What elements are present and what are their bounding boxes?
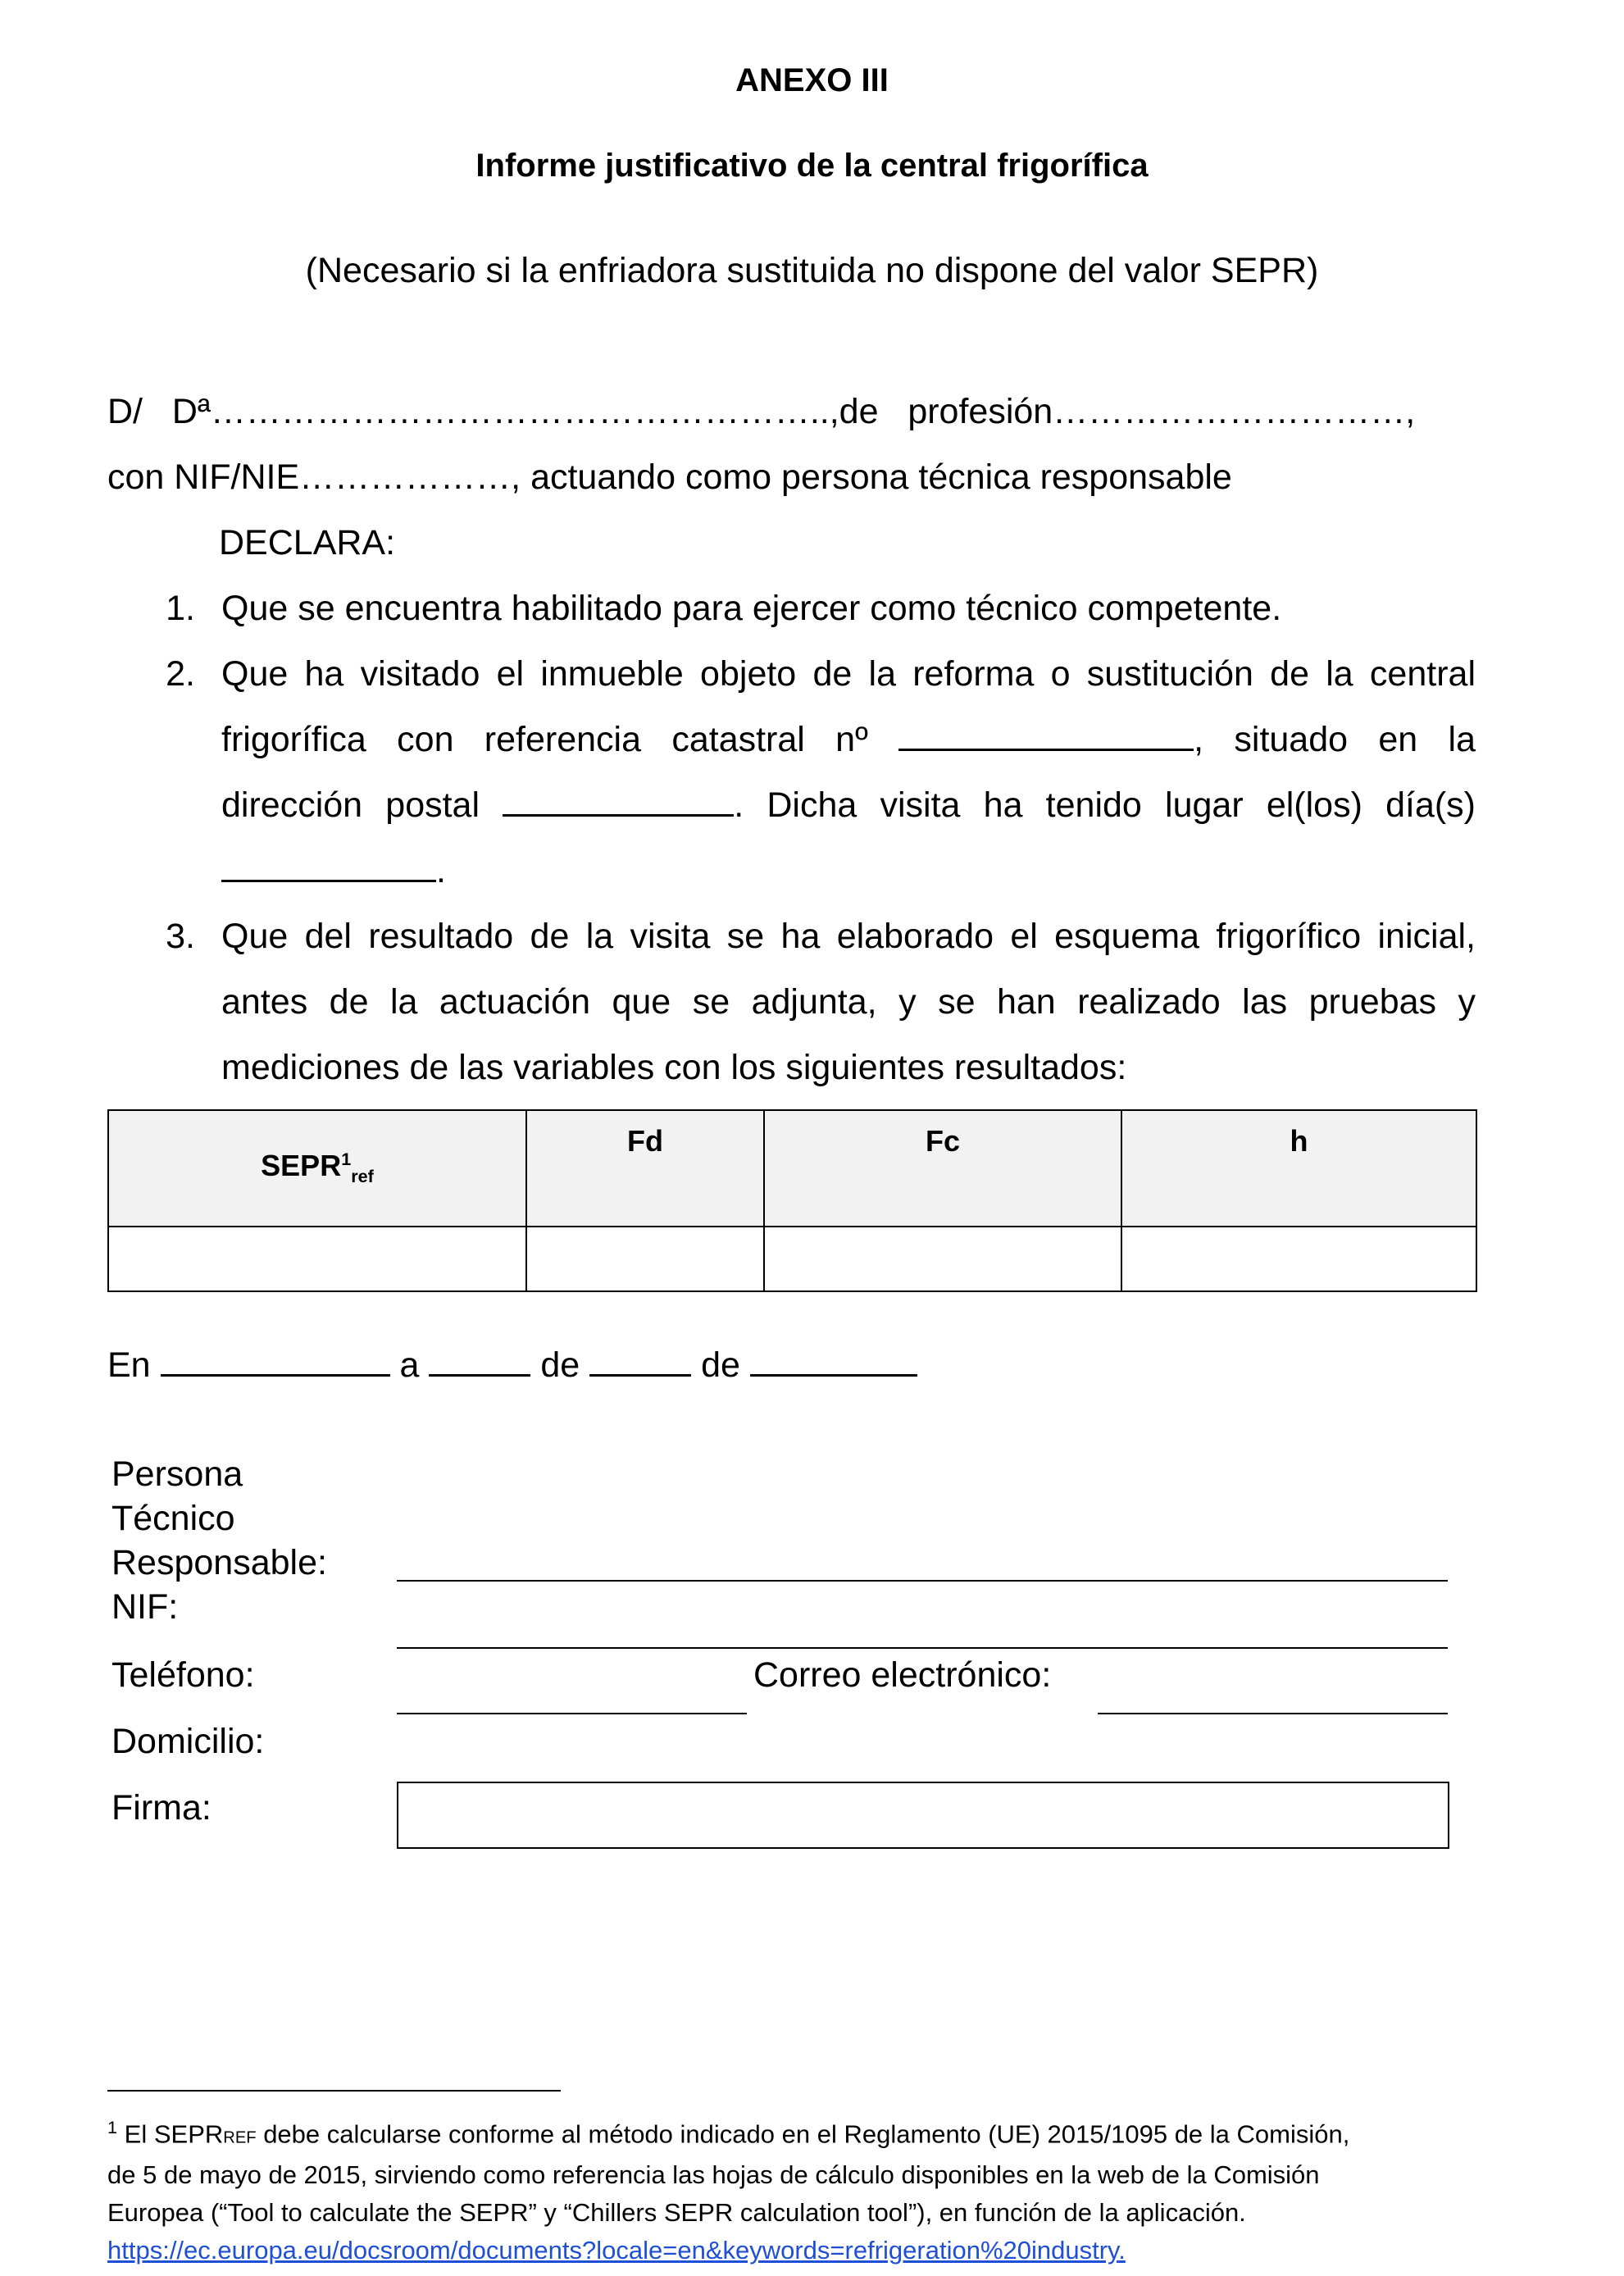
domicilio-label: Domicilio:	[111, 1722, 265, 1761]
de-label: de	[540, 1345, 580, 1385]
item-3-line-2: antes de la actuación que se adjunta, y se han realizado las pruebas y	[221, 982, 1476, 1022]
correo-field[interactable]	[1098, 1713, 1448, 1714]
footnote-line-4	[107, 2232, 1476, 2269]
item-2-line-2	[221, 707, 1476, 772]
declarant-line	[107, 379, 1476, 444]
header-fd: Fd	[526, 1110, 764, 1227]
month-blank[interactable]	[589, 1343, 691, 1377]
item-number: 2.	[166, 654, 195, 694]
cadastral-label: frigorífica con referencia catastral nº	[221, 720, 868, 759]
footnote-line-3: Europea (“Tool to calculate the SEPR” y “Chillers SEPR calculation tool”), en función de la aplicación.	[107, 2198, 1246, 2228]
declarant-prefix: D/ Dª	[107, 392, 211, 431]
day-blank[interactable]	[429, 1343, 530, 1377]
h-value-cell[interactable]	[1121, 1227, 1476, 1291]
table-row	[108, 1227, 1476, 1291]
footnote-period: .	[1118, 2236, 1126, 2265]
footnote-line-2: de 5 de mayo de 2015, sirviendo como referencia las hojas de cálculo disponibles en la web de la Comisión	[107, 2160, 1320, 2190]
visit-text: . Dicha visita ha tenido lugar el(los) día(s)	[734, 785, 1476, 825]
table-header-row	[108, 1110, 1476, 1227]
item-number: 3.	[166, 917, 195, 956]
nif-field[interactable]	[397, 1647, 1448, 1649]
header-h: h	[1121, 1110, 1476, 1227]
document-title: Informe justificativo de la central frigorífica	[475, 148, 1149, 184]
cadastral-ref-blank[interactable]	[898, 717, 1194, 751]
postal-label: dirección postal	[221, 785, 480, 825]
nif-line	[107, 444, 1476, 510]
ref-subscript: ref	[351, 1166, 374, 1187]
date-line	[107, 1332, 917, 1398]
footnote-mark: 1	[107, 2117, 118, 2137]
footnote-link[interactable]: https://ec.europa.eu/docsroom/documents?locale=en&keywords=refrigeration%20industry	[107, 2236, 1119, 2265]
visit-date-blank[interactable]	[221, 849, 436, 882]
footnote-text: El SEPR	[117, 2119, 224, 2149]
fd-value-cell[interactable]	[526, 1227, 764, 1291]
item-1-text: Que se encuentra habilitado para ejercer como técnico competente.	[221, 589, 1282, 628]
en-label: En	[107, 1345, 151, 1385]
profession-blank[interactable]: …………………………,	[1053, 392, 1416, 431]
persona-label: Persona	[111, 1454, 243, 1494]
item-number: 1.	[166, 589, 195, 628]
footnote-subscript: REF	[223, 2128, 257, 2147]
header-sepr-ref	[108, 1110, 526, 1227]
item-2-line-4	[221, 838, 446, 904]
declara-heading: DECLARA:	[219, 523, 396, 562]
sepr-value-cell[interactable]	[108, 1227, 526, 1291]
firma-label: Firma:	[111, 1788, 212, 1828]
responsable-label: Responsable:	[111, 1543, 327, 1582]
item-3-line-1: Que del resultado de la visita se ha elaborado el esquema frigorífico inicial,	[221, 917, 1476, 956]
profession-label: de profesión	[839, 392, 1053, 431]
item-3-line-3: mediciones de las variables con los siguientes resultados:	[221, 1048, 1127, 1087]
postal-address-blank[interactable]	[503, 783, 734, 817]
period-text: .	[436, 851, 446, 890]
de-label: de	[701, 1345, 740, 1385]
footnote-text: debe calcularse conforme al método indicado en el Reglamento (UE) 2015/1095 de la Comisión,	[256, 2119, 1350, 2149]
nif-blank[interactable]: ………………,	[299, 457, 521, 497]
a-label: a	[399, 1345, 420, 1385]
header-fc: Fc	[764, 1110, 1121, 1227]
footnote-ref[interactable]: 1	[341, 1149, 352, 1170]
responsable-field[interactable]	[397, 1580, 1448, 1582]
firma-box[interactable]	[397, 1782, 1449, 1849]
year-blank[interactable]	[750, 1343, 917, 1377]
nif-label: con NIF/NIE	[107, 457, 300, 497]
footnote-separator	[107, 2090, 561, 2092]
fc-value-cell[interactable]	[764, 1227, 1121, 1291]
sepr-label: SEPR	[261, 1149, 342, 1183]
located-text: , situado en la	[1194, 720, 1476, 759]
declarant-name-blank[interactable]: ……………………………………………..,	[210, 392, 839, 431]
document-subtitle: (Necesario si la enfriadora sustituida no dispone del valor SEPR)	[305, 251, 1319, 290]
correo-label: Correo electrónico:	[753, 1655, 1052, 1695]
tecnico-label: Técnico	[111, 1499, 235, 1538]
item-2-line-1: Que ha visitado el inmueble objeto de la reforma o sustitución de la central	[221, 654, 1476, 694]
telefono-field[interactable]	[397, 1713, 747, 1714]
telefono-label: Teléfono:	[111, 1655, 255, 1695]
annex-heading: ANEXO III	[735, 62, 889, 98]
results-table	[107, 1109, 1477, 1292]
nif-field-label: NIF:	[111, 1587, 179, 1627]
role-text: actuando como persona técnica responsable	[521, 457, 1232, 497]
item-2-line-3	[221, 772, 1476, 838]
footnote-line-1	[107, 2109, 1476, 2156]
place-blank[interactable]	[161, 1343, 390, 1377]
footnote	[107, 2109, 1476, 2269]
